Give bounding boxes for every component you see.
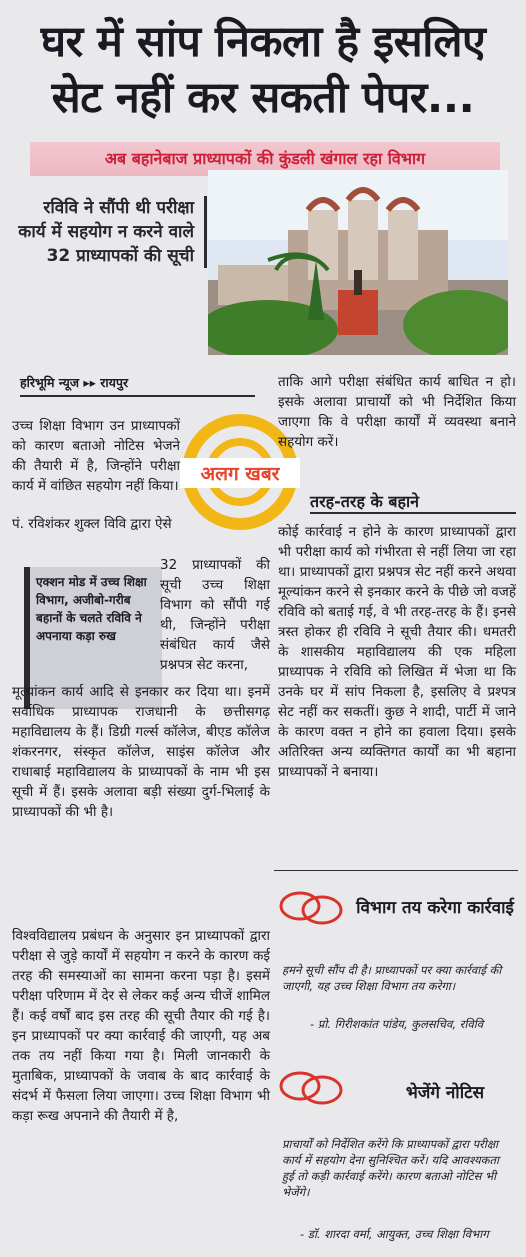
body-paragraph-1: उच्च शिक्षा विभाग उन प्राध्यापकों को कारण बताओ नोटिस भेजने की तैयारी में है, जिन्होंने परीक्षा कार्य में वांछित सहयोग नहीं किया। (12, 418, 180, 494)
box2-source: - डॉ. शारदा वर्मा, आयुक्त, उच्च शिक्षा विभाग (300, 1227, 489, 1241)
box1-quote: हमने सूची सौंप दी है। प्राध्यापकों पर क्या कार्रवाई की जाएगी, यह उच्च शिक्षा विभाग तय करेगा। (282, 963, 502, 993)
headline (8, 14, 518, 126)
headline-line-1: घर में सांप निकला है इसलिए (40, 17, 486, 67)
university-building-photo (208, 170, 508, 355)
sidebar-callout: एक्शन मोड में उच्च शिक्षा विभाग, अजीबो-गरीब बहानों के चलते रविवि ने अपनाया कड़ा रुख (24, 567, 162, 709)
strap-subheadline: अब बहानेबाज प्राध्यापकों की कुंडली खंगाल रहा विभाग (30, 142, 500, 176)
body-paragraph-2: पं. रविशंकर शुक्ल विवि द्वारा ऐसे (12, 516, 172, 532)
byline: हरिभूमि न्यूज ▸▸ रायपुर (20, 374, 255, 397)
box2-title: भेजेंगे नोटिस (405, 1083, 485, 1103)
badge-label: अलग खबर (200, 463, 280, 485)
body-paragraph-4: मूल्यांकन कार्य आदि से इनकार कर दिया था। इनमें सर्वाधिक प्राध्यापक राजधानी के छत्तीसगढ़ महाविद्यालय के हैं। डिग्री गर्ल्स कॉलेज, बीएड कॉलेज शंकरनगर, संस्कृत कॉलेज, साइंस कॉलेज और राधाबाई महाविद्यालय के प्राध्यापकों के नाम भी इस सूची में हैं। इसके अलावा बड़ी संख्या दुर्ग-भिलाई के प्राध्यापकों की भी है। (12, 684, 270, 820)
intro-summary: रविवि ने सौंपी थी परीक्षा कार्य में सहयोग न करने वाले 32 प्राध्यापकों की सूची (14, 196, 207, 268)
box1-source: - प्रो. गिरीशकांत पांडेय, कुलसचिव, रविवि (310, 1017, 484, 1031)
body-right-paragraph-2: कोई कार्रवाई न होने के कारण प्राध्यापकों द्वारा भी परीक्षा कार्य को गंभीरता से नहीं लिया जा रहा था। प्राध्यापकों द्वारा प्रश्नपत्र सेट नहीं करने अथवा मूल्यांकन करने से इनकार करने के पीछे जो वजहें रविवि को बताई गई, वे भी तरह-तरह के हैं। इनसे त्रस्त होकर ही रविवि ने सूची तैयार की। धमतरी के शासकीय महाविद्यालय की एक महिला प्राध्यापक ने रविवि को लिखित में भेजा था कि उनके घर में सांप निकला है, इसलिए वे प्रश्पत्र सेट नहीं कर सकतीं। कुछ ने शादी, पार्टी में जाने के कारण वक्त न होने का हवाला दिया। इसके अतिरिक्त अन्य व्यक्तिगत कार्यों का भी बहाना प्राध्यापकों ने बनाया। (278, 524, 516, 780)
headline-line-2: सेट नहीं कर सकती पेपर... (51, 73, 475, 123)
box-divider (274, 870, 518, 871)
box2-quote: प्राचार्यों को निर्देशित करेंगे कि प्राध्यापकों द्वारा परीक्षा कार्य में सहयोग देना सुनिश्चित करें। यदि आवश्यकता हुई तो कड़ी कार्रवाई करेंगे। कारण बताओ नोटिस भी भेजेंगे। (282, 1137, 499, 1199)
subheading: तरह-तरह के बहाने (310, 490, 516, 514)
speech-bubble-icon (278, 888, 344, 928)
body-right-paragraph-1: ताकि आगे परीक्षा संबंधित कार्य बाधित न हो। इसके अलावा प्राचार्यों को भी निर्देशित किया जाएगा कि वे परीक्षा कार्यों में व्यवस्था बनाने सहयोग करें। (278, 374, 516, 450)
speech-bubble-icon (278, 1068, 344, 1108)
box1-title: विभाग तय करेगा कार्रवाई (356, 898, 514, 918)
body-paragraph-5: विश्वविद्यालय प्रबंधन के अनुसार इन प्राध्यापकों द्वारा परीक्षा से जुड़े कार्यों में सहयोग न करने के कारण कई तरह की समस्याओं का सामना करना पड़ा है। इसमें परीक्षा परिणाम में देर से लेकर कई अन्य चीजें शामिल हैं। कई वर्षों बाद इस तरह की सूची तैयार की गई है। इन प्राध्यापकों पर क्या कार्रवाई की जाएगी, यह अब तक तय नहीं किया गया है। मिली जानकारी के मुताबिक, प्राध्यापकों के जवाब के बाद कार्रवाई के संदर्भ में फैसला लिया जाएगा। उच्च शिक्षा विभाग भी कड़ा रूख अपनाने की तैयारी में है, (12, 928, 270, 1124)
body-paragraph-3: 32 प्राध्यापकों की सूची उच्च शिक्षा विभाग को सौंपी गई थी, जिन्होंने परीक्षा संबंधित कार्य जैसे प्रश्नपत्र सेट करना, (160, 557, 270, 673)
